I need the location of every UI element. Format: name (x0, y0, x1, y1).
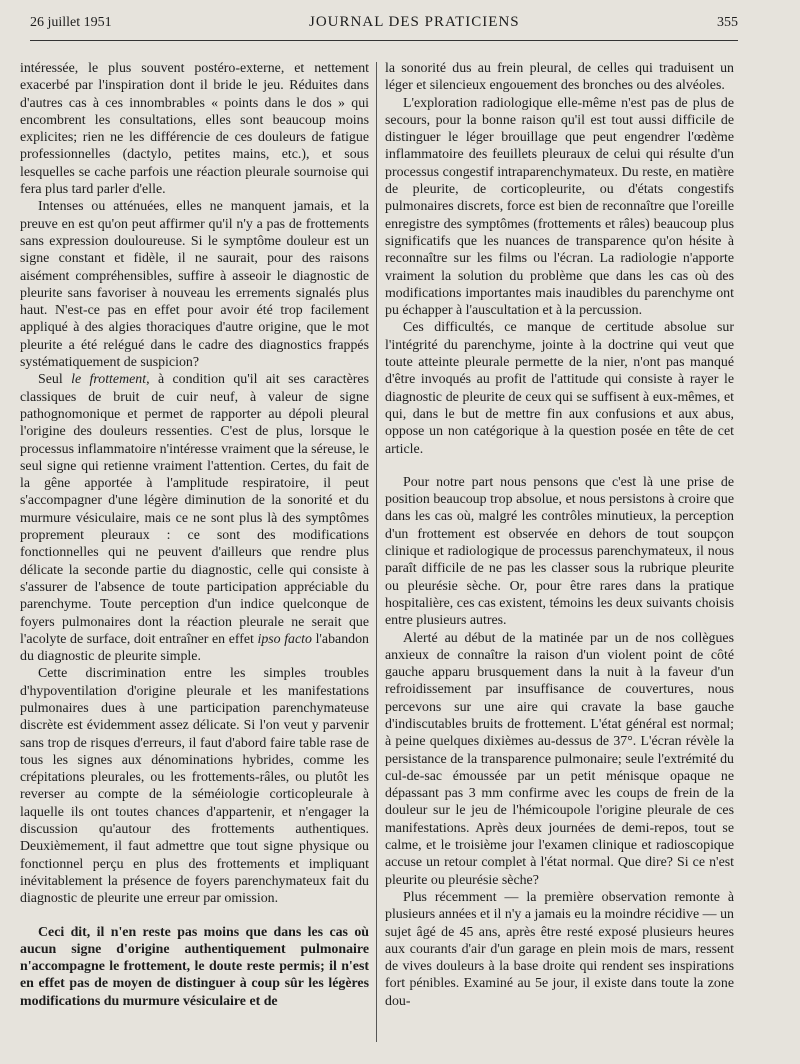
paragraph: Pour notre part nous pensons que c'est là une prise de position beaucoup trop absolue, et nous persistons à croire que dans les cas où, malgré les contrôles minutieux, la perception d'un frottement est observée en dehors de tout soupçon clinique et radiologique de processus parenchymateux, il nous paraît difficile de ne pas les classer sous la rubrique pleurite ou pleurésie sèche. Or, pour être rares dans la pratique hospitalière, ces cas existent, témoins les deux suivants choisis entre plusieurs autres. (385, 474, 734, 629)
column-divider (376, 62, 377, 1042)
paragraph: Alerté au début de la matinée par un de nos collègues anxieux de connaître la raison d'un violent point de côté gauche apparu brusquement dans la nuit à la faveur d'un refroidissement par insuffisance de couvertures, nous percevons sur une aire qui cravate la base gauche d'indiscutables bruits de frottement. L'état général est normal; à peine quelques dixièmes au-dessus de 37°. L'écran révèle la persistance de la transparence pulmonaire; seule l'extrémité du cul-de-sac émoussée par un petit ménisque opaque ne dépassant pas 3 mm confirme avec les coups de frein de la douleur sur le jeu de l'hémicoupole l'origine pleurale de ces manifestations. Après deux journées de demi-repos, tout se calme, et le troisième jour l'examen clinique et radioscopique accuse un retour complet à l'état normal. Que dire? Si ce n'est pleurite ou pleurésie sèche? (385, 630, 734, 888)
text-run: , à condition qu'il ait ses caractères classiques de bruit de cuir neuf, à valeur de signe pathognomonique et permet de rapporter au dépoli pleural l'origine des douleurs ressenties. C'est de plus, lorsque le processus inflammatoire n'intéresse vraiment que la séreuse, le seul signe qui retienne vraiment l'attention. Certes, du fait de la gêne apportée à l'amplitude respiratoire, il peut s'accompagner d'une légère diminution de la sonorité et du murmure vésiculaire, mais ce ne sont plus là des symptômes proprement pleuraux : ce sont des modifications fonctionnelles qui ne peuvent d'ailleurs que rendre plus délicate la seconde partie du diagnostic, celle qui consiste à s'assurer de l'absence de toute participation appréciable du parenchyme. Toute perception d'un indice quelconque de foyers pulmonaires dont la réaction pleurale ne serait que l'acolyte de surface, doit entraîner en effet (20, 372, 369, 647)
paragraph: L'exploration radiologique elle-même n'est pas de plus de secours, pour la bonne raison qu'il est tout aussi difficile de distinguer le léger brouillage que peut engendrer l'œdème inflammatoire des feuillets pleuraux de celui qui résulte d'un processus congestif intraparenchymateux. Du reste, en matière de pleurite, de corticopleurite, ou d'états congestifs pulmonaires discrets, force est bien de reconnaître que l'oreille enregistre des symptômes (frottements et râles) beaucoup plus significatifs que les nuances de transparence qu'on hésite à reconnaître sur les films ou l'écran. La radiologie n'apporte vraiment la solution du problème que dans les cas où des modifications importantes mais inaudibles du parenchyme ont pu échapper à l'auscultation et à la percussion. (385, 95, 734, 319)
paragraph: Cette discrimination entre les simples troubles d'hypoventilation d'origine pleurale et les manifestations pulmonaires dues à une participation parenchymateuse discrète est évidemment assez délicate. Si l'on veut y parvenir sans trop de risques d'erreurs, il faut d'abord faire table rase de tous les signes aux dénominations hybrides, comme les crépitations pleurales, ou les frottements-râles, ou plutôt les reverser au compte de la séméiologie corticopleurale à laquelle ils ont toutes chances d'appartenir, et n'engager la discussion qu'autour des frottements authentiques. Deuxièmement, il faut admettre que tout signe physique ou fonctionnel perçu en plus des frottements et impliquant inévitablement la présence de foyers parenchymateux fait du diagnostic de pleurite une erreur par omission. (20, 666, 369, 907)
text-run: l'abandon du diagnostic de pleurite simple. (20, 631, 369, 665)
paragraph: la sonorité dus au frein pleural, de celles qui traduisent un léger et silencieux engouement des bronches ou des alvéoles. (385, 61, 734, 94)
paragraph (20, 371, 369, 665)
paragraph: Intenses ou atténuées, elles ne manquent jamais, et la preuve en est qu'on peut affirmer qu'il n'y a pas de frottements sans expression douloureuse. Si le symptôme douleur est un signe constant et fidèle, il ne saurait, pour des raisons aisément compréhensibles, suffire à asseoir le diagnostic de pleurite sans favoriser à nouveau les errements signalés plus haut. N'est-ce pas en effet pour avoir été trop facilement appliqué à des algies thoraciques d'autre origine, que le mot pleurite a été relégué dans le cadre des diagnostics frappés systématiquement de suspicion? (20, 199, 369, 371)
left-column (20, 60, 369, 1054)
journal-title: JOURNAL DES PRATICIENS (309, 14, 520, 30)
page-number: 355 (717, 15, 738, 30)
paragraph: Ceci dit, il n'en reste pas moins que dans les cas où aucun signe d'origine authentiquement pulmonaire n'accompagne le frottement, le doute reste permis; il n'est en effet pas de moyen de distinguer à coup sûr les légères modifications du murmure vésiculaire et de (20, 924, 369, 1009)
issue-date: 26 juillet 1951 (30, 15, 112, 30)
emphasis: ipso facto (257, 631, 312, 647)
paragraph: Ces difficultés, ce manque de certitude absolue sur l'intégrité du parenchyme, jointe à la doctrine qui veut que toute atteinte pleurale permette de la nier, n'ont pas manqué d'être invoqués au profit de l'attitude qui consiste à rayer le diagnostic de pleurite de ceux qui se suffisent à eux-mêmes, et qui, dans le but de mettre fin aux confusions et aux abus, oppose un non catégorique à la question posée en tête de cet article. (385, 320, 734, 457)
right-column (385, 60, 734, 1054)
paragraph: intéressée, le plus souvent postéro-externe, et nettement exacerbé par l'inspiration dont il bride le jeu. Réduites dans d'autres cas à ces innombrables « points dans le dos » qui encombrent les consultations, elles sont beaucoup moins explicites; rien ne les différencie de ces douleurs de fatigue professionnelles (dactylo, petites mains, etc.), et sous lesquelles se cache parfois une réaction pleurale sournoise qui fera plus tard parler d'elle. (20, 61, 369, 198)
text-run: Seul (38, 372, 72, 388)
emphasis: le frottement (71, 372, 147, 388)
running-header (30, 14, 738, 41)
paragraph: Plus récemment — la première observation remonte à plusieurs années et il n'y a jamais eu la moindre récidive — un sujet âgé de 45 ans, après être resté exposé plusieurs heures aux courants d'air d'un garage en plein mois de mars, ressent de vives douleurs à la base droite qui rendent ses inspirations fort pénibles. Examiné au 5e jour, il existe dans toute la zone dou- (385, 889, 734, 1009)
